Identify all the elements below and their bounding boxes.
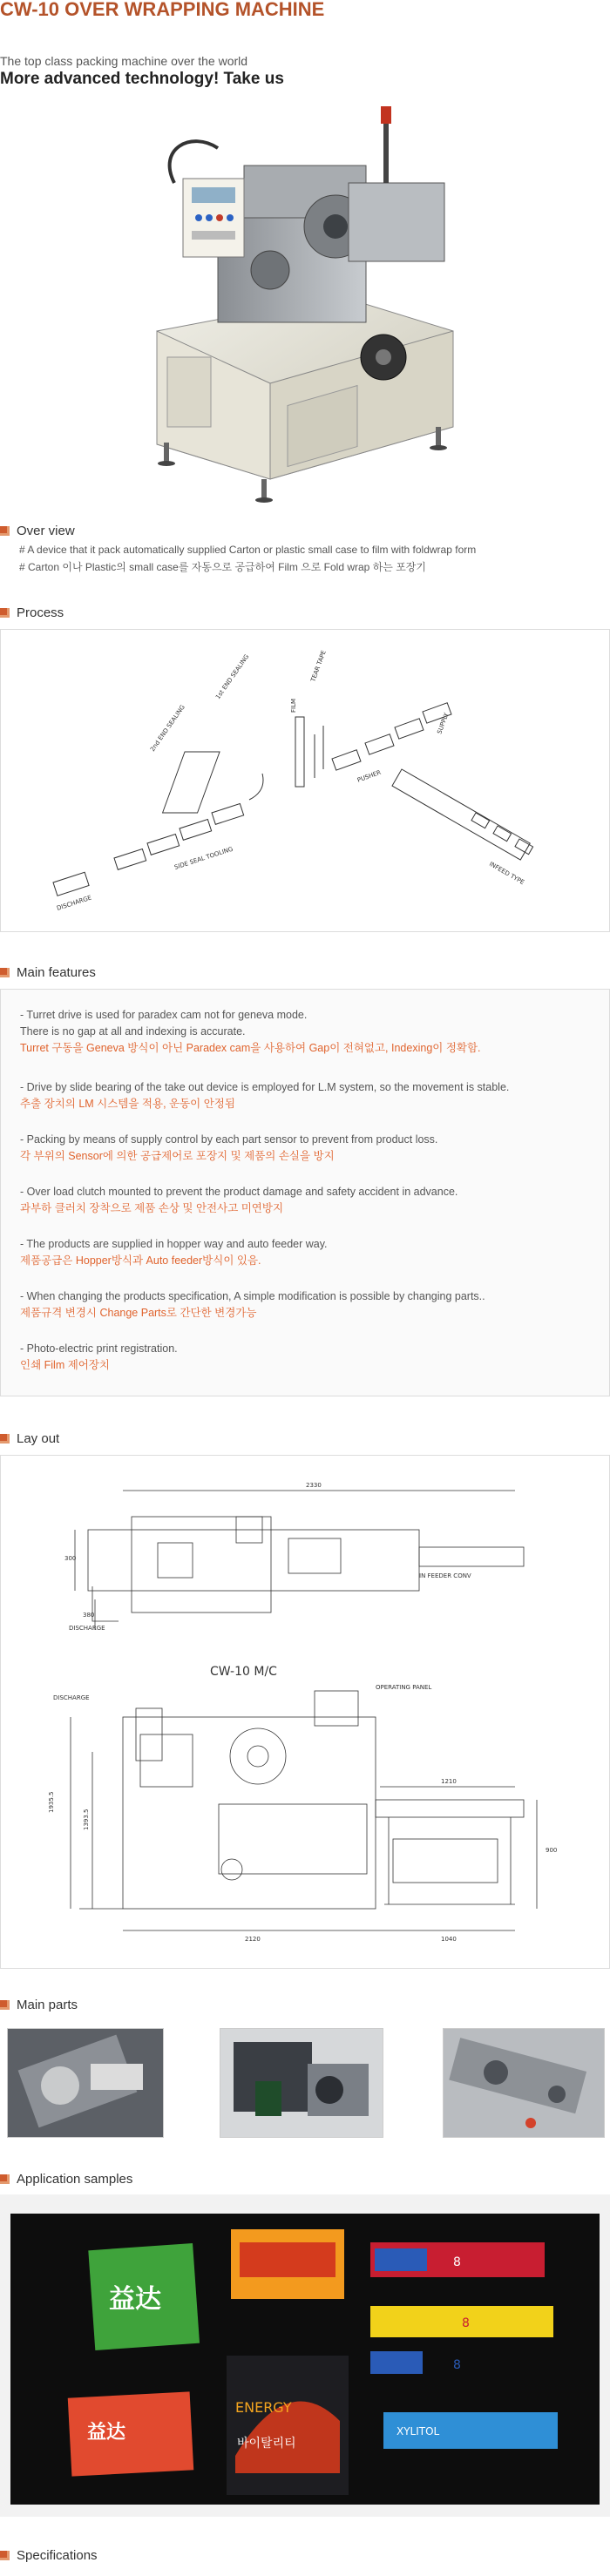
feature-ko: 제품공급은 Hopper방식과 Auto feeder방식이 있음.	[20, 1254, 261, 1267]
sample-text: 바이탈리티	[237, 2437, 296, 2451]
feature-ko: 인쇄 Film 제어장치	[20, 1359, 110, 1371]
part-photo-3	[443, 2028, 605, 2138]
feature-en-2: There is no gap at all and indexing is accurate.	[20, 1025, 246, 1038]
feature-en: - Packing by means of supply control by each part sensor to prevent from product loss.	[20, 1133, 438, 1146]
feature-en: - The products are supplied in hopper way and auto feeder way.	[20, 1238, 328, 1250]
label-discharge-top: DISCHARGE	[69, 1625, 105, 1632]
layout-heading-text: Lay out	[17, 1430, 60, 1446]
samples-heading	[0, 2169, 132, 2188]
sample-energy-box	[227, 2356, 349, 2495]
section-bullet-icon	[0, 1434, 10, 1444]
dim-left: 300	[64, 1555, 77, 1562]
sample-text: XYLITOL	[396, 2425, 440, 2437]
label-supply: SUPPLY	[436, 712, 451, 735]
section-bullet-icon	[0, 968, 10, 977]
process-heading-text: Process	[17, 605, 64, 620]
label-discharge-front: DISCHARGE	[53, 1694, 90, 1701]
label-film: FILM	[290, 698, 297, 713]
part-photo-1	[7, 2028, 164, 2138]
sample-text: 益达	[109, 2284, 161, 2315]
section-bullet-icon	[0, 2551, 10, 2560]
overview-heading	[0, 521, 75, 540]
dim-left2: 380	[83, 1612, 95, 1619]
feature-ko: 추출 장치의 LM 시스템을 적용, 운동이 안정됨	[20, 1098, 235, 1110]
feature-ko: 제품규격 변경시 Change Parts로 간단한 변경가능	[20, 1307, 257, 1319]
process-heading	[0, 603, 64, 622]
label-tear-tape: TEAR TAPE	[309, 649, 328, 683]
label-discharge: DISCHARGE	[56, 894, 93, 912]
dim-height-3: 900	[546, 1847, 558, 1854]
subtitle: The top class packing machine over the world	[0, 54, 248, 68]
dim-width-1: 2120	[245, 1936, 261, 1943]
feature-en: - When changing the products specification, A simple modification is possible by changing parts..	[20, 1290, 485, 1302]
tagline: More advanced technology! Take us	[0, 70, 284, 88]
process-diagram	[1, 630, 609, 931]
feature-item	[20, 1288, 485, 1322]
parts-heading	[0, 1995, 78, 2014]
samples-photo	[0, 2194, 610, 2517]
samples-heading-text: Application samples	[17, 2171, 133, 2187]
dim-width-3: 1040	[441, 1936, 457, 1943]
layout-drawing	[1, 1456, 609, 1968]
section-bullet-icon	[0, 526, 10, 536]
feature-ko: 각 부위의 Sensor에 의한 공급제어로 포장지 및 제품의 손실을 방지	[20, 1150, 335, 1162]
dim-width-2: 1210	[441, 1778, 457, 1785]
specs-heading-text: Specifications	[17, 2547, 98, 2563]
sample-text: 8	[453, 2255, 461, 2269]
dim-height-2: 1393.5	[83, 1809, 90, 1830]
feature-ko: 과부하 클러치 장착으로 제품 손상 및 안전사고 미연방지	[20, 1202, 284, 1214]
layout-heading	[0, 1429, 59, 1448]
samples-panel	[0, 2194, 610, 2517]
features-panel	[0, 989, 610, 1396]
features-heading	[0, 963, 96, 982]
feature-en: - Drive by slide bearing of the take out device is employed for L.M system, so the movement is stable.	[20, 1081, 510, 1093]
feature-item	[20, 1236, 328, 1269]
features-heading-text: Main features	[17, 964, 96, 980]
dim-height-1: 1935.5	[48, 1791, 55, 1813]
sample-green-box	[88, 2243, 200, 2350]
feature-en: - Photo-electric print registration.	[20, 1342, 178, 1355]
sample-text: 益达	[87, 2422, 126, 2444]
sample-text: 8	[453, 2358, 461, 2372]
section-bullet-icon	[0, 2174, 10, 2184]
layout-panel	[0, 1455, 610, 1969]
feature-item	[20, 1132, 437, 1165]
label-infeed-conv: IN FEEDER CONV	[419, 1572, 471, 1579]
overview-line-1: # A device that it pack automatically supplied Carton or plastic small case to film with foldwrap form	[19, 544, 477, 556]
feature-item	[20, 1007, 481, 1057]
label-side-seal: SIDE SEAL TOOLING	[173, 845, 234, 871]
sample-orange-box	[231, 2229, 344, 2299]
label-model: CW-10 M/C	[210, 1665, 277, 1679]
sample-red-box	[68, 2391, 194, 2476]
feature-item	[20, 1184, 458, 1217]
feature-ko: Turret 구동을 Geneva 방식이 아닌 Paradex cam을 사용하여 Gap이 전혀없고, Indexing이 정확함.	[20, 1042, 481, 1054]
label-2nd-end-sealing: 2nd END SEALING	[149, 703, 186, 754]
label-pusher: PUSHER	[356, 768, 383, 784]
feature-en: - Turret drive is used for paradex cam not for geneva mode.	[20, 1009, 308, 1021]
dim-total: 2330	[306, 1482, 322, 1489]
feature-en: - Over load clutch mounted to prevent the product damage and safety accident in advance.	[20, 1186, 458, 1198]
sample-text: ENERGY	[235, 2399, 292, 2416]
sample-text: 8	[462, 2316, 470, 2330]
feature-item	[20, 1079, 509, 1112]
feature-item	[20, 1341, 178, 1374]
process-panel	[0, 629, 610, 932]
specs-heading	[0, 2546, 98, 2565]
section-bullet-icon	[0, 608, 10, 618]
label-infeed: INFEED TYPE	[488, 860, 525, 887]
label-operating-panel: OPERATING PANEL	[376, 1684, 432, 1691]
page-title: CW-10 OVER WRAPPING MACHINE	[0, 0, 325, 20]
part-photo-2	[220, 2028, 383, 2138]
overview-heading-text: Over view	[17, 523, 75, 538]
section-bullet-icon	[0, 2000, 10, 2010]
overview-line-2: # Carton 이나 Plastic의 small case를 자동으로 공급하여 Film 으로 Fold wrap 하는 포장기	[19, 561, 426, 573]
machine-photo	[122, 96, 488, 505]
parts-heading-text: Main parts	[17, 1997, 78, 2012]
label-1st-end-sealing: 1st END SEALING	[214, 652, 251, 701]
